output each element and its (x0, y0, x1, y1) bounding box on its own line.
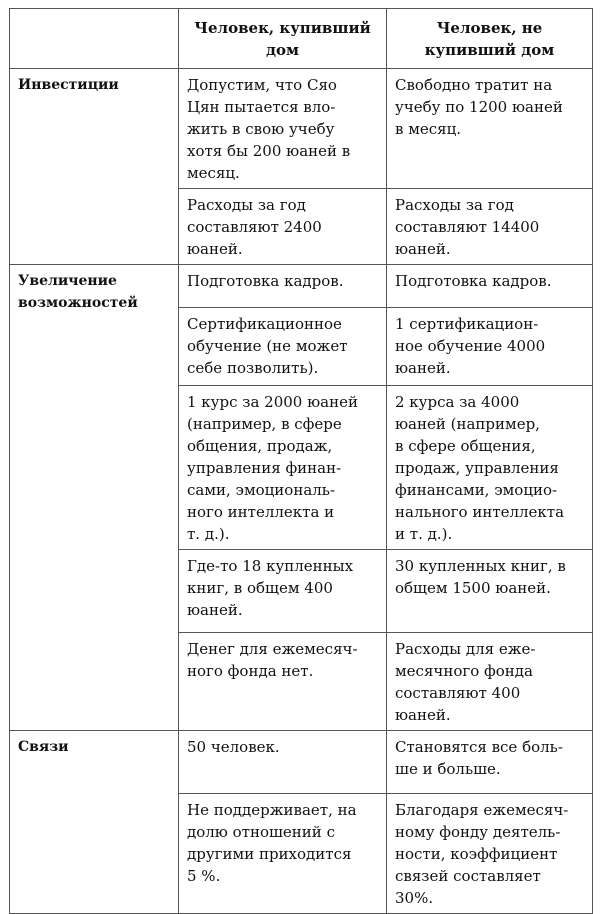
category-investments: Инвестиции (10, 69, 179, 265)
cell: Допустим, что Сяо Цян пытается вло- жить в свою учебу хотя бы 200 юаней в месяц. (179, 69, 387, 189)
cell: Подготовка кадров. (179, 265, 387, 308)
cell: Сертификационное обучение (не может себе позволить). (179, 308, 387, 386)
header-empty (10, 9, 179, 69)
header-bought-house: Человек, купивший дом (179, 9, 387, 69)
cell: Расходы за год составляют 2400 юаней. (179, 189, 387, 265)
table-row (10, 69, 593, 189)
cell: Свободно тратит на учебу по 1200 юаней в месяц. (387, 69, 593, 189)
category-opportunities: Увеличение возможностей (10, 265, 179, 731)
cell: 1 курс за 2000 юаней (например, в сфере общения, продаж, управления финан- сами, эмоциональ- ного интеллекта и т. д.). (179, 386, 387, 550)
cell: 2 курса за 4000 юаней (например, в сфере общения, продаж, управления финансами, эмоцио- нального интеллекта и т. д.). (387, 386, 593, 550)
cell: 50 человек. (179, 731, 387, 794)
cell: Не поддерживает, на долю отношений с другими приходится 5 %. (179, 794, 387, 914)
header-no-house: Человек, не купивший дом (387, 9, 593, 69)
table-row (10, 265, 593, 308)
cell: Расходы для еже- месячного фонда составляют 400 юаней. (387, 633, 593, 731)
cell: 30 купленных книг, в общем 1500 юаней. (387, 550, 593, 633)
cell: Денег для ежемесяч- ного фонда нет. (179, 633, 387, 731)
comparison-table (9, 8, 593, 914)
header-row (10, 9, 593, 69)
category-connections: Связи (10, 731, 179, 914)
cell: Подготовка кадров. (387, 265, 593, 308)
cell: Становятся все боль- ше и больше. (387, 731, 593, 794)
cell: Расходы за год составляют 14400 юаней. (387, 189, 593, 265)
cell: Благодаря ежемесяч- ному фонду деятель- ности, коэффициент связей составляет 30%. (387, 794, 593, 914)
table-row (10, 731, 593, 794)
cell: 1 сертификацион- ное обучение 4000 юаней. (387, 308, 593, 386)
cell: Где-то 18 купленных книг, в общем 400 юаней. (179, 550, 387, 633)
